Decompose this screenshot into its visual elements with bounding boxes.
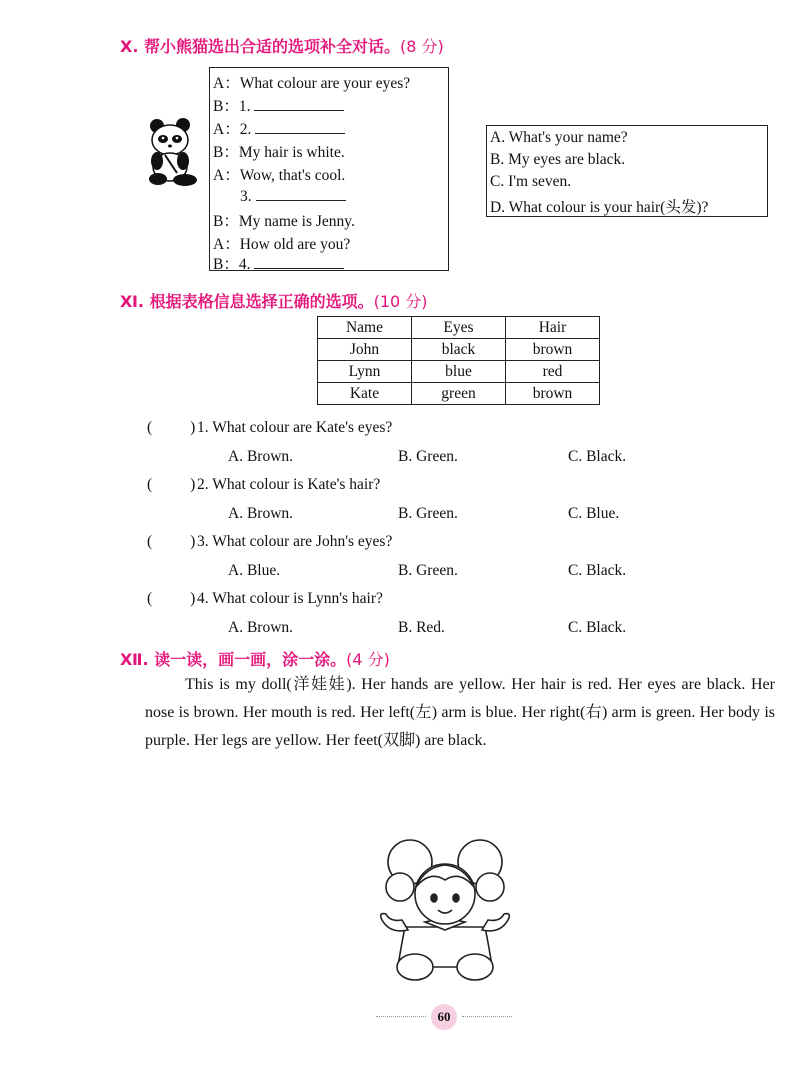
choice-a[interactable]: A. Brown. xyxy=(228,619,294,636)
choice-b[interactable]: B. Green. xyxy=(398,448,458,465)
options-box xyxy=(486,125,768,217)
answer-blank[interactable] xyxy=(254,254,344,269)
question-1 xyxy=(147,419,392,437)
option-item: A. What's your name? xyxy=(490,129,628,146)
question-text: 2. What colour is Kate's hair? xyxy=(197,476,381,493)
section-10-title: Ⅹ. 帮小熊猫选出合适的选项补全对话。 xyxy=(120,37,400,56)
table-row xyxy=(318,361,600,383)
table-cell: John xyxy=(318,339,412,361)
table-header: Name xyxy=(318,317,412,339)
table-cell: brown xyxy=(506,383,600,405)
answer-blank[interactable] xyxy=(256,186,346,201)
answer-bracket[interactable]: ( ) xyxy=(147,533,196,550)
dialogue-line: A：2. xyxy=(213,121,252,138)
table-header-row xyxy=(318,317,600,339)
footer-divider-left xyxy=(376,1016,426,1017)
answer-blank[interactable] xyxy=(255,119,345,134)
reading-paragraph: This is my doll(洋娃娃). Her hands are yellow. Her hair is red. Her eyes are black. Her nose is brown. Her mouth is red. Her left(左) arm is blue. Her right(右) arm is green. Her body is purple. Her legs are yellow. Her feet(双脚) are black. xyxy=(145,676,775,749)
table-cell: red xyxy=(506,361,600,383)
dialogue-line-blank xyxy=(213,252,344,274)
dialogue-line: B：My name is Jenny. xyxy=(213,213,355,230)
dialogue-line: A：What colour are your eyes? xyxy=(213,75,411,92)
info-table xyxy=(317,316,600,405)
question-2 xyxy=(147,476,380,494)
table-row xyxy=(318,339,600,361)
choice-a[interactable]: A. Brown. xyxy=(228,505,294,522)
table-cell: brown xyxy=(506,339,600,361)
table-cell: black xyxy=(412,339,506,361)
section-11-heading xyxy=(120,289,428,312)
table-cell: Kate xyxy=(318,383,412,405)
answer-bracket[interactable]: ( ) xyxy=(147,476,196,493)
choice-a[interactable]: A. Brown. xyxy=(228,448,294,465)
question-text: 3. What colour are John's eyes? xyxy=(197,533,393,550)
dialogue-line: B：4. xyxy=(213,256,251,273)
table-cell: green xyxy=(412,383,506,405)
answer-bracket[interactable]: ( ) xyxy=(147,419,196,436)
choice-a[interactable]: A. Blue. xyxy=(228,562,281,579)
table-cell: Lynn xyxy=(318,361,412,383)
section-12-title: Ⅻ. 读一读，画一画，涂一涂。 xyxy=(120,650,347,669)
table-header: Hair xyxy=(506,317,600,339)
dialogue-line: 3. xyxy=(240,188,252,205)
dialogue-line: A：Wow, that's cool. xyxy=(213,167,346,184)
answer-bracket[interactable]: ( ) xyxy=(147,590,196,607)
section-10-heading xyxy=(120,34,444,57)
choice-b[interactable]: B. Green. xyxy=(398,505,458,522)
doll-drawing[interactable] xyxy=(370,832,520,992)
dialogue-line-blank xyxy=(213,94,344,116)
section-12-heading xyxy=(120,647,390,670)
dialogue-box xyxy=(209,67,449,271)
choice-b[interactable]: B. Red. xyxy=(398,619,445,636)
dialogue-line: A：How old are you? xyxy=(213,236,351,253)
question-4 xyxy=(147,590,383,608)
panda-illustration xyxy=(143,117,205,187)
section-11-points: (10 分) xyxy=(373,292,428,311)
table-header: Eyes xyxy=(412,317,506,339)
option-item: C. I'm seven. xyxy=(490,173,572,190)
option-item: B. My eyes are black. xyxy=(490,151,626,168)
answer-blank[interactable] xyxy=(254,96,344,111)
choice-b[interactable]: B. Green. xyxy=(398,562,458,579)
question-text: 1. What colour are Kate's eyes? xyxy=(197,419,393,436)
dialogue-line: B：My hair is white. xyxy=(213,144,345,161)
choice-c[interactable]: C. Black. xyxy=(568,448,627,465)
section-12-points: (4 分) xyxy=(346,650,390,669)
footer-divider-right xyxy=(462,1016,512,1017)
question-text: 4. What colour is Lynn's hair? xyxy=(197,590,383,607)
dialogue-line: B：1. xyxy=(213,98,251,115)
page-number: 60 xyxy=(431,1004,457,1030)
table-row xyxy=(318,383,600,405)
choice-c[interactable]: C. Black. xyxy=(568,619,627,636)
question-3 xyxy=(147,533,392,551)
dialogue-line-blank xyxy=(213,117,345,139)
table-cell: blue xyxy=(412,361,506,383)
choice-c[interactable]: C. Blue. xyxy=(568,505,620,522)
choice-c[interactable]: C. Black. xyxy=(568,562,627,579)
dialogue-line-blank xyxy=(240,186,346,206)
option-item: D. What colour is your hair(头发)? xyxy=(490,199,709,216)
section-11-title: Ⅺ. 根据表格信息选择正确的选项。 xyxy=(120,292,374,311)
section-10-points: (8 分) xyxy=(400,37,444,56)
